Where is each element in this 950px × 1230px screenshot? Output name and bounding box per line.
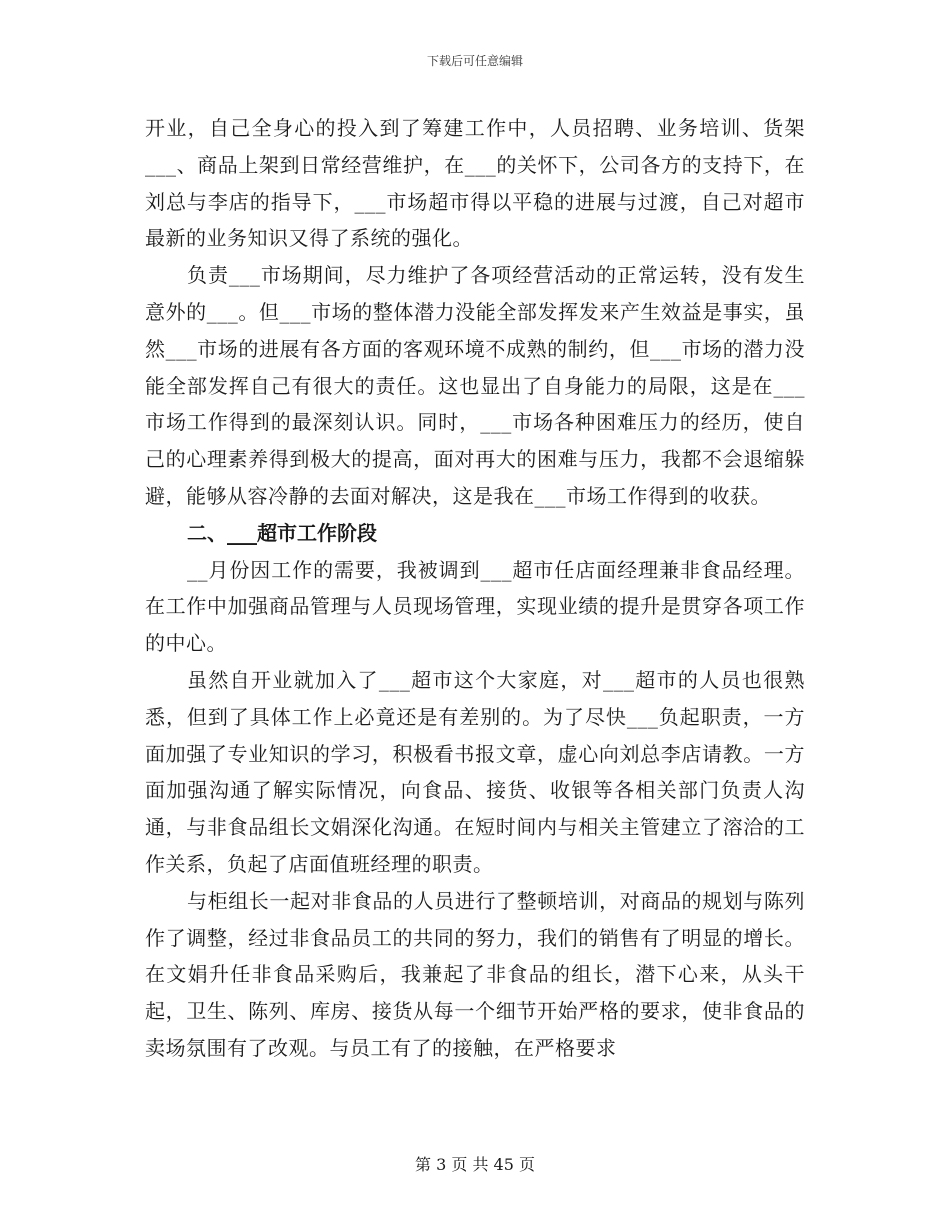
paragraph-4: 虽然自开业就加入了___超市这个大家庭，对___超市的人员也很熟悉，但到了具体工作上必竟还是有差别的。为了尽快___负起职责，一方面加强了专业知识的学习，积极看书报文章，虚心向刘总李店请教。一方面加强沟通了解实际情况，向食品、接货、收银等各相关部门负责人沟通，与非食品组长文娟深化沟通。在短时间内与相关主管建立了溶洽的工作关系，负起了店面值班经理的职责。 [145,667,805,876]
section-heading: 二、___超市工作阶段 [187,520,377,545]
paragraph-5: 与柜组长一起对非食品的人员进行了整顿培训，对商品的规划与陈列作了调整，经过非食品员工的共同的努力，我们的销售有了明显的增长。在文娟升任非食品采购后，我兼起了非食品的组长，潜下心来，从头干起，卫生、陈列、库房、接货从每一个细节开始严格的要求，使非食品的卖场氛围有了改观。与员工有了的接触，在严格要求 [145,888,805,1060]
paragraph-1: 开业，自己全身心的投入到了筹建工作中，人员招聘、业务培训、货架___、商品上架到日常经营维护，在___的关怀下，公司各方的支持下，在刘总与李店的指导下，___市场超市得以平稳的进展与过渡，自己对超市最新的业务知识又得了系统的强化。 [145,116,805,251]
page-number: 第 3 页 共 45 页 [415,1155,535,1174]
paragraph-2: 负责___市场期间，尽力维护了各项经营活动的正常运转，没有发生意外的___。但___市场的整体潜力没能全部发挥发来产生效益是事实，虽然___市场的进展有各方面的客观环境不成熟的制约，但___市场的潜力没能全部发挥自己有很大的责任。这也显出了自身能力的局限，这是在___市场工作得到的最深刻认识。同时，___市场各种困难压力的经历，使自己的心理素养得到极大的提高，面对再大的困难与压力，我都不会退缩躲避，能够从容冷静的去面对解决，这是我在___市场工作得到的收获。 [145,263,805,508]
document-body [145,110,805,1067]
paragraph-3: __月份因工作的需要，我被调到___超市任店面经理兼非食品经理。在工作中加强商品管理与人员现场管理，实现业绩的提升是贯穿各项工作的中心。 [145,557,805,656]
page-header: 下载后可任意编辑 [426,54,523,68]
